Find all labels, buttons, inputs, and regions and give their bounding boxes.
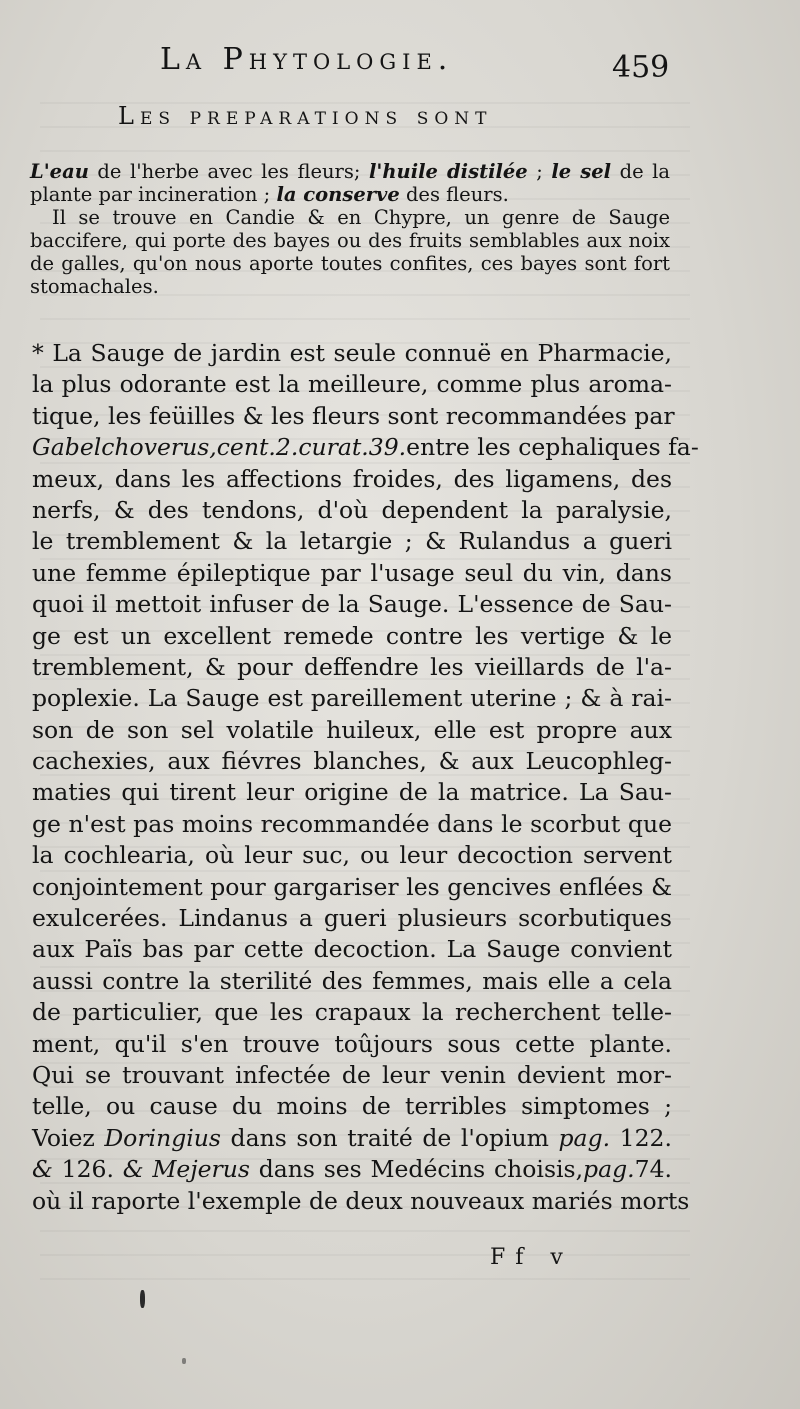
text-line: une femme épileptique par l'usage seul du vin, dans	[32, 558, 672, 587]
text-line: ment, qu'il s'en trouve toûjours sous cette plante.	[32, 1029, 672, 1058]
text-line: de particulier, que les crapaux la recherchent telle-	[32, 998, 672, 1027]
section-heading: Les preparations sont	[118, 102, 493, 130]
text-line	[32, 1123, 672, 1154]
preparation-item: l'huile distilée	[368, 160, 528, 183]
page-number: 459	[612, 50, 670, 85]
text-line: la cochlearia, où leur suc, ou leur decoction servent	[32, 841, 672, 870]
text-line: aussi contre la sterilité des femmes, mais elle a cela	[32, 966, 672, 995]
text-line: tique, les feüilles & les fleurs sont recommandées par	[32, 401, 675, 430]
citation: pag.	[558, 1123, 611, 1152]
text-run: dans son traité de l'opium	[220, 1123, 559, 1152]
text-line: où il raporte l'exemple de deux nouveaux mariés morts	[32, 1186, 690, 1215]
signature-mark: Ff v	[490, 1245, 573, 1270]
text-line: la plus odorante est la meilleure, comme plus aroma-	[32, 370, 672, 399]
main-paragraph	[32, 338, 699, 1217]
text-line: telle, ou cause du moins de terribles simptomes ;	[32, 1092, 672, 1121]
text-run: des fleurs.	[399, 183, 509, 206]
preparations-block	[30, 160, 670, 298]
candie-paragraph: Il se trouve en Candie & en Chypre, un genre de Sauge baccifere, qui porte des bayes ou des fruits semblables aux noix de galles, qu'on nous aporte toutes confites, ces bayes sont fort stomachales.	[30, 206, 670, 298]
text-line: quoi il mettoit infuser de la Sauge. L'essence de Sau-	[32, 590, 672, 619]
text-run: entre les cephaliques fa-	[406, 433, 699, 462]
text-line: ge est un excellent remede contre les vertige & le	[32, 621, 672, 650]
preparation-item: L'eau	[30, 160, 89, 183]
text-line: ge n'est pas moins recommandée dans le scorbut que	[32, 809, 672, 838]
text-run: de l'herbe avec les fleurs;	[88, 160, 369, 183]
citation: & Mejerus	[122, 1155, 250, 1184]
text-line: conjointement pour gargariser les gencives enflées &	[32, 872, 672, 901]
text-run: de la plante par incineration ;	[30, 160, 670, 206]
text-line: son de son sel volatile huileux, elle est propre aux	[32, 715, 672, 744]
text-line: aux Païs bas par cette decoction. La Sauge convient	[32, 935, 672, 964]
text-line: Qui se trouvant infectée de leur venin devient mor-	[32, 1060, 672, 1089]
text-run: 126.	[52, 1155, 123, 1184]
citation: Gabelchoverus,cent.2.curat.39.	[32, 433, 407, 462]
text-run: ;	[527, 160, 552, 183]
citation: Doringius	[104, 1123, 221, 1152]
text-line	[32, 1154, 672, 1185]
text-line: tremblement, & pour deffendre les vieillards de l'a-	[32, 652, 672, 681]
text-line	[32, 432, 699, 463]
text-line: poplexie. La Sauge est pareillement uterine ; & à rai-	[32, 684, 672, 713]
ink-blemish	[140, 1290, 145, 1308]
ink-blemish	[182, 1358, 186, 1364]
text-line: le tremblement & la letargie ; & Rulandus a gueri	[32, 527, 672, 556]
running-head: La Phytologie.	[160, 42, 454, 77]
text-run: Voiez	[32, 1123, 105, 1152]
text-line: * La Sauge de jardin est seule connuë en Pharmacie,	[32, 339, 672, 367]
text-line: maties qui tirent leur origine de la matrice. La Sau-	[32, 778, 672, 807]
citation: pag.	[583, 1155, 635, 1184]
text-line: meux, dans les affections froides, des ligamens, des	[32, 464, 672, 493]
text-line: nerfs, & des tendons, d'où dependent la paralysie,	[32, 495, 672, 524]
text-run: 122.	[610, 1123, 672, 1152]
text-line: cachexies, aux fiévres blanches, & aux Leucophleg-	[32, 747, 672, 776]
preparations-paragraph	[30, 160, 670, 206]
citation: &	[32, 1155, 53, 1184]
text-run: 74.	[634, 1155, 672, 1184]
preparation-item: le sel	[551, 160, 612, 183]
text-line: exulcerées. Lindanus a gueri plusieurs scorbutiques	[32, 904, 672, 933]
preparation-item: la conserve	[276, 183, 400, 206]
text-run: dans ses Medécins choisis,	[249, 1155, 584, 1184]
